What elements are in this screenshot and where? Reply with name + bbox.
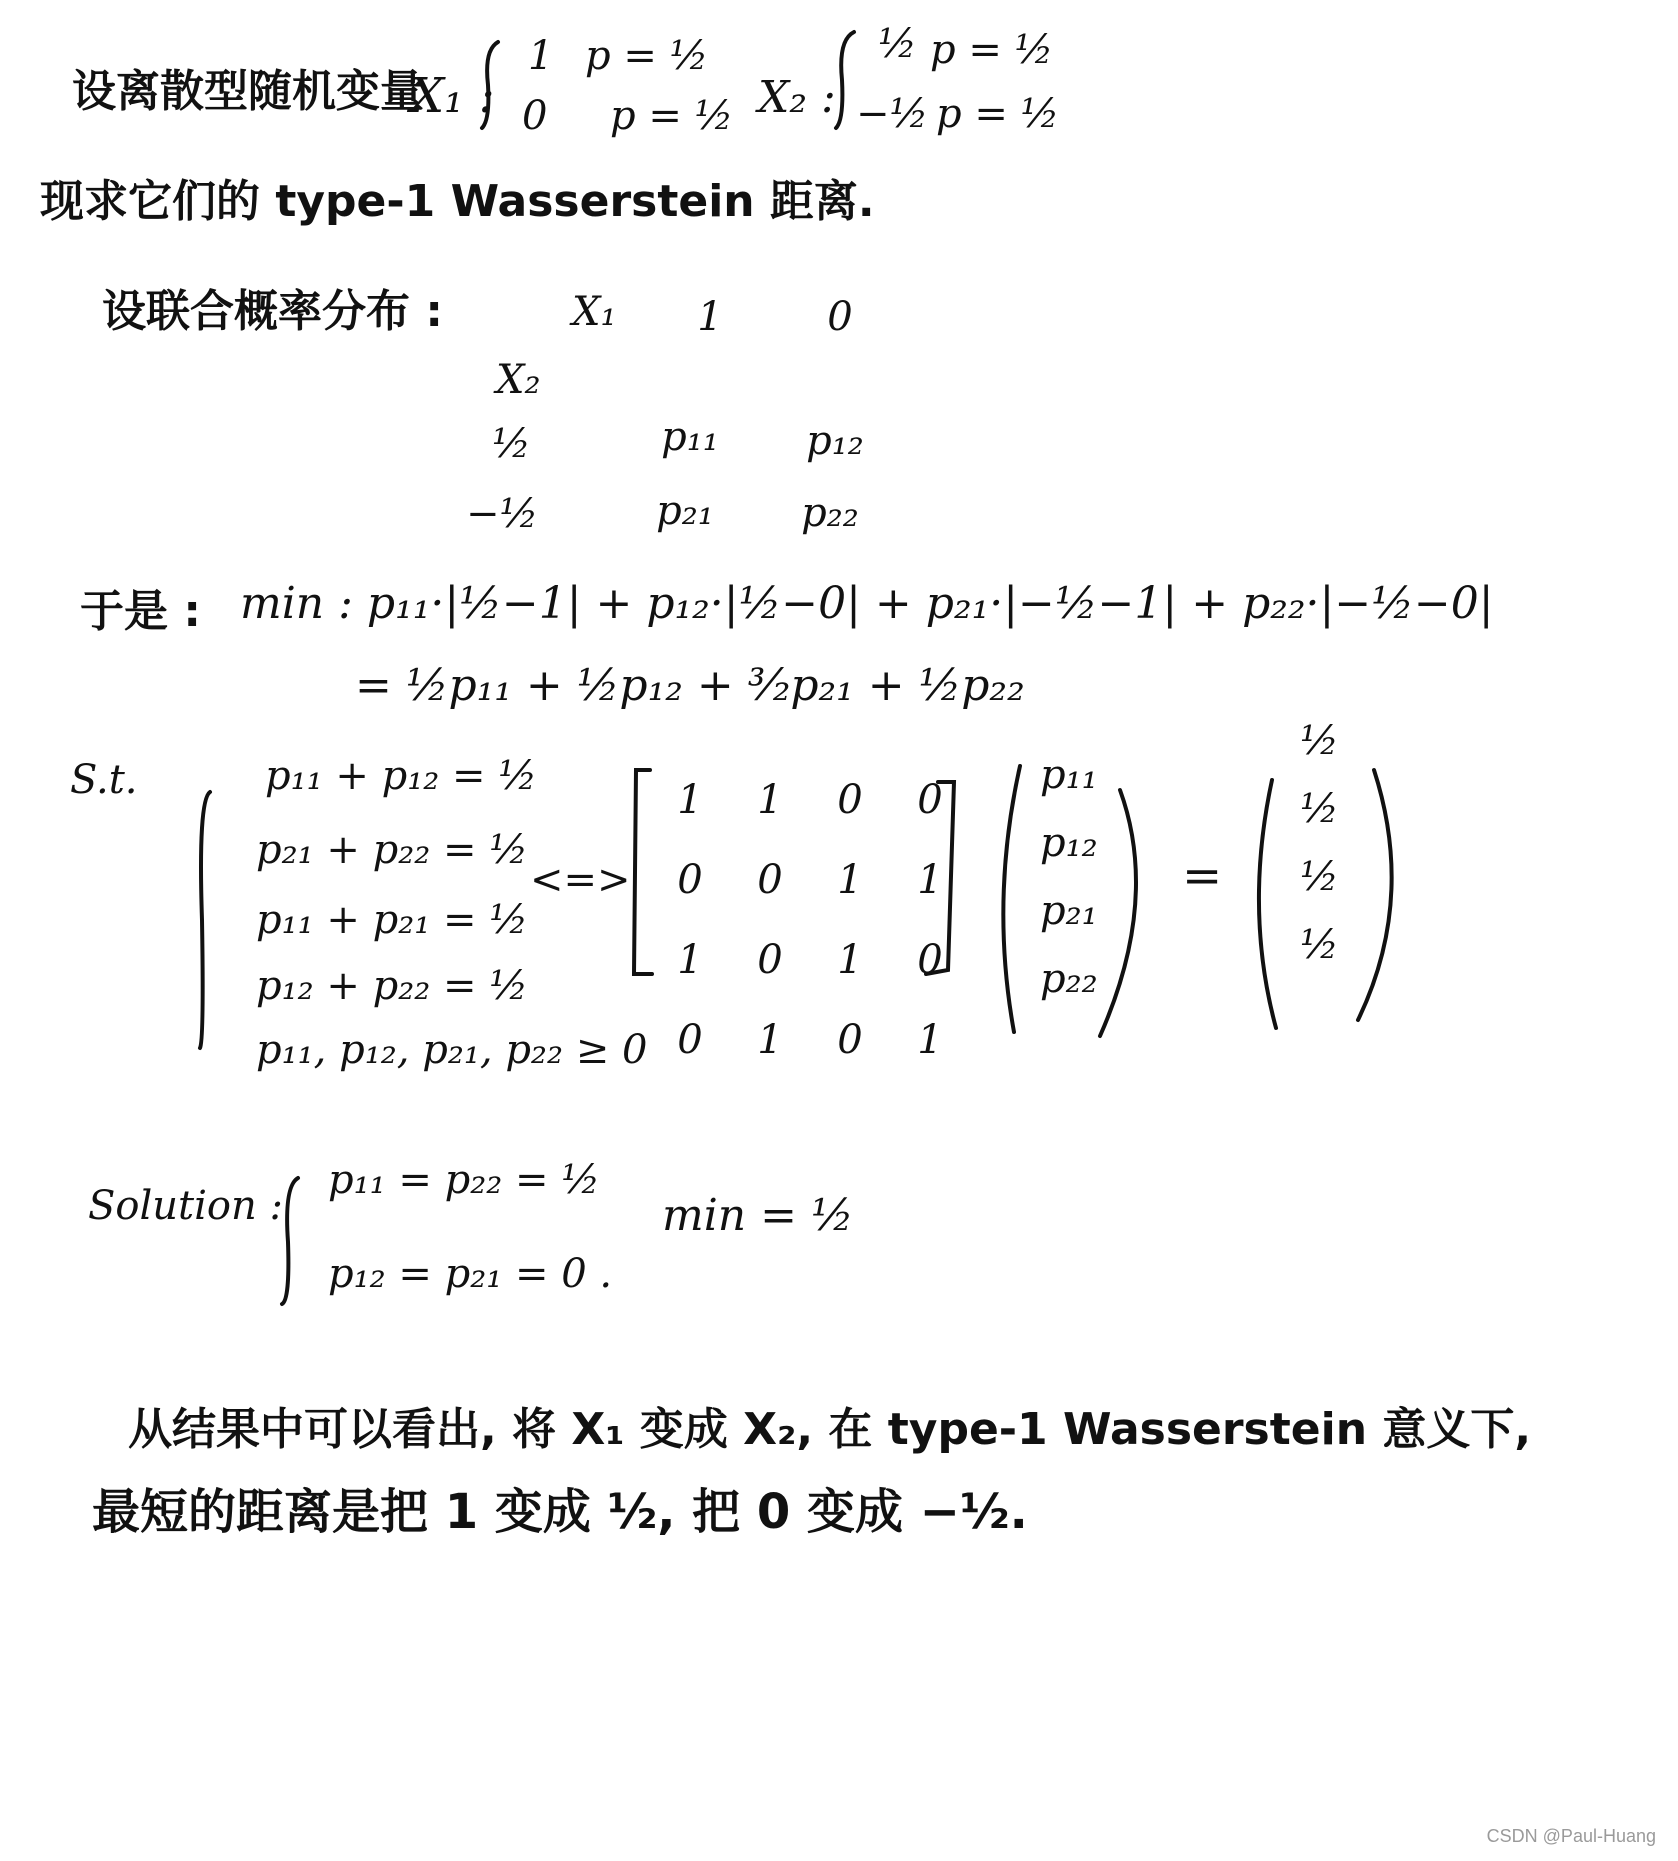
x1-label: X₁ : xyxy=(410,68,495,124)
joint-col-1: 1 xyxy=(697,294,723,340)
joint-col-header: X₁ xyxy=(572,289,617,335)
objective-label: 于是 : xyxy=(80,586,201,637)
constraint-2: p₂₁ + p₂₂ = ½ xyxy=(256,827,529,873)
joint-label: 设联合概率分布 : xyxy=(102,286,443,337)
matrix-cell-3-4: 0 xyxy=(917,937,943,983)
rhs-vector xyxy=(1300,718,1339,968)
rhs-2: ½ xyxy=(1300,786,1339,832)
matrix-cell-2-4: 1 xyxy=(917,857,943,903)
constraints-brace xyxy=(196,790,216,1050)
x1-value-1: 1 xyxy=(528,33,554,79)
solution-label: Solution : xyxy=(88,1183,283,1229)
matrix-cell-3-3: 1 xyxy=(837,937,863,983)
joint-row-header: X₂ xyxy=(496,357,541,403)
matrix-cell-3-1: 1 xyxy=(677,937,703,983)
x1-brace xyxy=(478,40,508,130)
equals-sign: = xyxy=(1182,848,1223,904)
variable-vector xyxy=(1040,752,1098,1002)
matrix-cell-1-4: 0 xyxy=(917,777,943,823)
solution-min: min = ½ xyxy=(662,1190,854,1241)
constraint-nonneg: p₁₁, p₁₂, p₂₁, p₂₂ ≥ 0 xyxy=(256,1027,648,1073)
matrix-cell-4-1: 0 xyxy=(677,1017,703,1063)
vector-p21: p₂₁ xyxy=(1040,888,1098,934)
joint-cell-p21: p₂₁ xyxy=(656,488,714,534)
constraint-1: p₁₁ + p₁₂ = ½ xyxy=(265,753,538,799)
constraint-4: p₁₂ + p₂₂ = ½ xyxy=(256,963,529,1009)
matrix-cell-4-4: 1 xyxy=(917,1017,943,1063)
x2-value-2: −½ xyxy=(856,91,929,137)
joint-row-1: ½ xyxy=(492,421,531,467)
matrix-cell-2-3: 1 xyxy=(837,857,863,903)
conclusion-line-1: 从结果中可以看出, 将 X₁ 变成 X₂, 在 type-1 Wasserstein 意义下, xyxy=(128,1404,1532,1455)
intro-question: 现求它们的 type-1 Wasserstein 距离. xyxy=(40,176,875,227)
watermark: CSDN @Paul-Huang xyxy=(1486,1826,1656,1846)
solution-brace xyxy=(278,1176,304,1306)
constraint-3: p₁₁ + p₂₁ = ½ xyxy=(256,897,529,943)
equivalence-symbol: <=> xyxy=(530,857,631,903)
matrix-cell-2-1: 0 xyxy=(677,857,703,903)
x1-prob-2: p = ½ xyxy=(610,93,734,139)
joint-cell-p11: p₁₁ xyxy=(661,414,719,460)
matrix-cell-4-3: 0 xyxy=(837,1017,863,1063)
matrix-cell-1-1: 1 xyxy=(677,777,703,823)
matrix-cell-4-2: 1 xyxy=(757,1017,783,1063)
joint-col-2: 0 xyxy=(827,294,853,340)
constraints-label: S.t. xyxy=(70,757,138,803)
vector-p11: p₁₁ xyxy=(1040,752,1098,798)
rhs-1: ½ xyxy=(1300,718,1339,764)
vector-p22: p₂₂ xyxy=(1040,956,1098,1002)
conclusion-line-2: 最短的距离是把 1 变成 ½, 把 0 变成 −½. xyxy=(92,1484,1028,1540)
rhs-4: ½ xyxy=(1300,922,1339,968)
solution-line-2: p₁₂ = p₂₁ = 0 . xyxy=(328,1251,613,1297)
intro-text: 设离散型随机变量 xyxy=(72,66,424,117)
objective-simplified: = ½p₁₁ + ½p₁₂ + ³⁄₂p₂₁ + ½p₂₂ xyxy=(355,660,1025,711)
matrix-cell-2-2: 0 xyxy=(757,857,783,903)
matrix-cell-1-3: 0 xyxy=(837,777,863,823)
x2-prob-1: p = ½ xyxy=(930,27,1054,73)
objective-min: min : p₁₁·|½−1| + p₁₂·|½−0| + p₂₁·|−½−1| + p₂₂·|−½−0| xyxy=(240,578,1494,629)
joint-cell-p12: p₁₂ xyxy=(806,418,864,464)
joint-cell-p22: p₂₂ xyxy=(801,490,859,536)
vector-p12: p₁₂ xyxy=(1040,820,1098,866)
x2-label: X₂ : xyxy=(758,72,836,123)
matrix-cell-1-2: 1 xyxy=(757,777,783,823)
solution-line-1: p₁₁ = p₂₂ = ½ xyxy=(328,1157,601,1203)
x1-value-2: 0 xyxy=(522,93,548,139)
matrix-cell-3-2: 0 xyxy=(757,937,783,983)
coefficient-matrix xyxy=(650,760,970,1080)
joint-row-2: −½ xyxy=(466,491,539,537)
x1-prob-1: p = ½ xyxy=(585,33,709,79)
x2-prob-2: p = ½ xyxy=(936,91,1060,137)
x2-value-1: ½ xyxy=(878,21,917,67)
rhs-3: ½ xyxy=(1300,854,1339,900)
